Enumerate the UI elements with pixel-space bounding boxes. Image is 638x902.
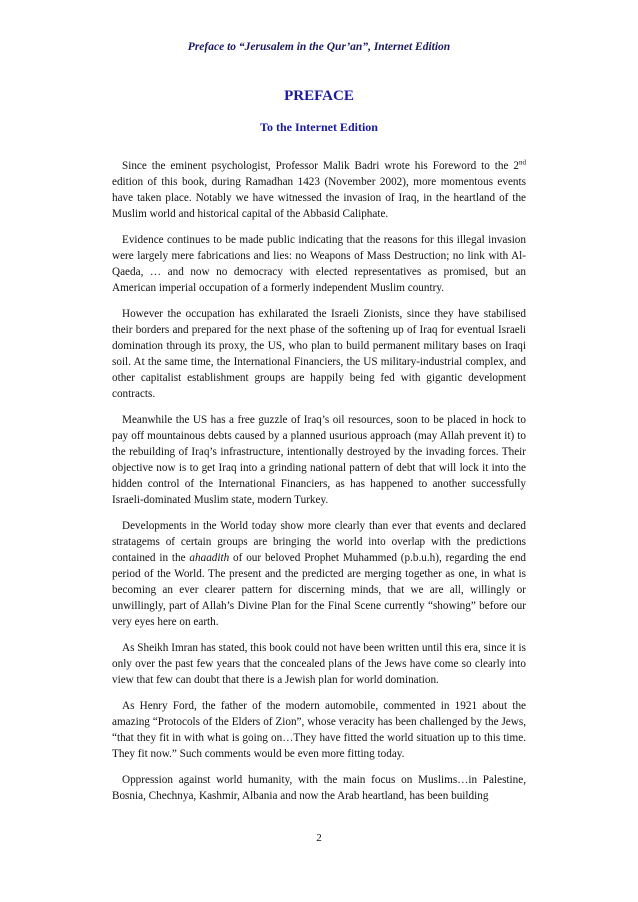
paragraph-2: Evidence continues to be made public indicating that the reasons for this illegal invasion were largely mere fabrications and lies: no Weapons of Mass Destruction; no link with Al-Qaeda, … and now no democracy with elected representatives as promised, but an American imperial occupation of a formerly independent Muslim country. [112,234,526,294]
page-number: 2 [316,832,322,844]
ahaadith-term: ahaadith [189,552,230,564]
paragraph-3: However the occupation has exhilarated the Israeli Zionists, since they have stabilised their borders and prepared for the next phase of the softening up of Iraq for eventual Israeli domination through its proxy, the US, who plan to build permanent military bases on Iraqi soil. At the same time, the International Financiers, the US military-industrial complex, and other capitalist establishment groups are happily being fed with gigantic development contracts. [112,308,526,400]
paragraph-1-start: Since the eminent psychologist, Professor Malik Badri wrote his Foreword to the 2 [122,160,519,172]
paragraph-7: As Henry Ford, the father of the modern automobile, commented in 1921 about the amazing “Protocols of the Elders of Zion”, whose veracity has been challenged by the Jews, “that they fit in with what is going on…They have fitted the world situation up to this time. They fit now.” Such comments would be even more fitting today. [112,700,526,760]
ordinal-superscript: nd [519,158,526,167]
paragraph-1-rest: edition of this book, during Ramadhan 1423 (November 2002), more momentous events have taken place. Notably we have witnessed the invasion of Iraq, in the heartland of the Muslim world and historical capital of the Abbasid Caliphate. [112,176,526,220]
page-subtitle: To the Internet Edition [260,120,378,134]
paragraph-5-rest: of our beloved Prophet Muhammed (p.b.u.h), regarding the end period of the World. The present and the predicted are merging together as one, in what is becoming an ever clearer pattern for discerning minds, that we are all, willingly or unwillingly, part of Allah’s Divine Plan for the Final Scene currently “showing” before our very eyes here on earth. [112,552,527,628]
page-title: PREFACE [284,88,354,104]
paragraph-8: Oppression against world humanity, with the main focus on Muslims…in Palestine, Bosnia, Chechnya, Kashmir, Albania and now the Arab heartland, has been building [112,774,526,802]
paragraph-6: As Sheikh Imran has stated, this book could not have been written until this era, since it is only over the past few years that the concealed plans of the Jews have come so clearly into view that few can doubt that there is a Jewish plan for world domination. [112,642,526,686]
running-header: Preface to “Jerusalem in the Qur’an”, Internet Edition [187,41,451,53]
paragraph-5-start: Developments in the World today show more clearly than ever that events and declared stratagems of certain groups are bringing the world into overlap with the predictions contained in the [112,520,526,564]
body-text [112,158,526,804]
paragraph-5 [112,518,526,630]
paragraph-1 [112,158,526,222]
paragraph-4: Meanwhile the US has a free guzzle of Iraq’s oil resources, soon to be placed in hock to pay off mountainous debts caused by a planned usurious approach (may Allah prevent it) to the rebuilding of Iraq’s infrastructure, intentionally destroyed by the invading forces. Their objective now is to get Iraq into a grinding national pattern of debt that will lock it into the hidden control of the International Financiers, as has happened to another successfully Israeli-dominated Muslim state, modern Turkey. [112,414,526,506]
